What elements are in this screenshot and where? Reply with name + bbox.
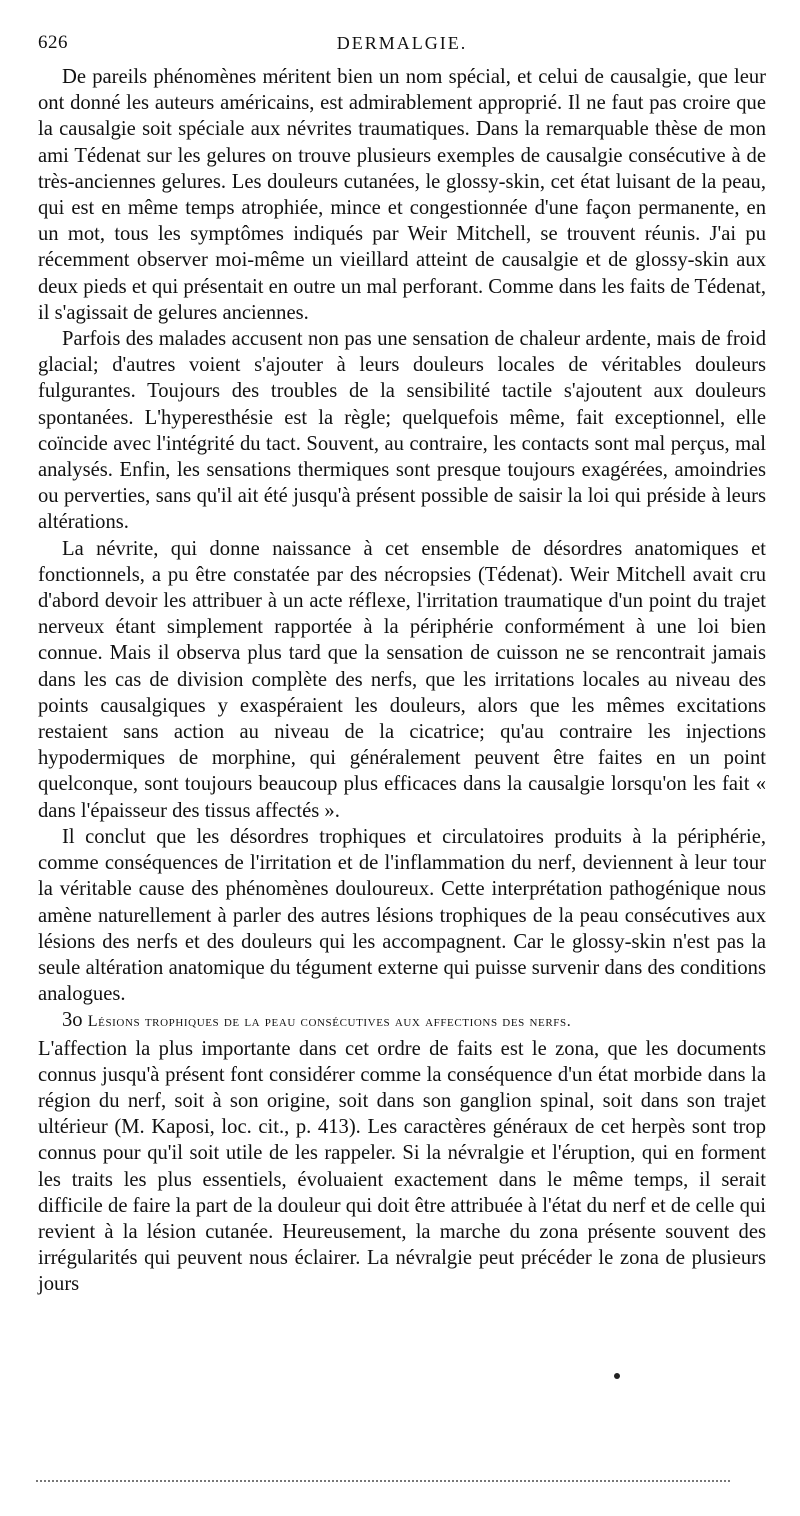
section-heading	[38, 1007, 766, 1035]
page-number: 626	[38, 32, 68, 53]
page-header	[38, 30, 766, 64]
paragraph-conclusion: Il conclut que les désordres trophiques et circulatoires produits à la périphérie, comme conséquences de l'irritation et de l'inflammation du nerf, deviennent à leur tour la véritable cause des phénomènes douloureux. Cette interprétation pathogénique nous amène naturellement à parler des autres lésions trophiques de la peau consécutives aux lésions des nerfs et des douleurs qui les accompagnent. Car le glossy-skin n'est pas la seule altération anatomique du tégument externe qui puisse survenir dans des conditions analogues.	[38, 825, 766, 1006]
paragraph-nevrite: La névrite, qui donne naissance à cet ensemble de désordres anatomiques et fonctionnels, a pu être constatée par des nécropsies (Tédenat). Weir Mitchell avait cru d'abord devoir les attribuer à un acte réflexe, l'irritation traumatique d'un point du trajet nerveux étant simplement rapportée à la périphérie conformément à une loi bien connue. Mais il observa plus tard que la sensation de cuisson ne se rencontrait jamais dans les cas de division complète des nerfs, que les irritations locales au niveau des points causalgiques y exaspéraient les douleurs, alors que les mêmes excitations restaient sans action au niveau de la cicatrice; qu'au contraire les injections hypodermiques de morphine, qui généralement peuvent être faites en un point quelconque, sont toujours beaucoup plus efficaces dans la causalgie lorsqu'on les fait « dans l'épaisseur des tissus affectés ».	[38, 537, 766, 822]
footer-dotted-line	[36, 1480, 730, 1482]
section-title: Lésions trophiques de la peau consécutives aux affections des nerfs.	[87, 1013, 572, 1031]
running-title: DERMALGIE.	[336, 33, 468, 53]
paragraph-causalgie: De pareils phénomènes méritent bien un nom spécial, et celui de causalgie, que leur ont donné les auteurs américains, est admirablement approprié. Il ne faut pas croire que la causalgie soit spéciale aux névrites traumatiques. Dans la remarquable thèse de mon ami Tédenat sur les gelures on trouve plusieurs exemples de causalgie consécutive à de très-anciennes gelures. Les douleurs cutanées, le glossy-skin, cet état luisant de la peau, qui est en même temps atrophiée, mince et congestionnée d'une façon permanente, en un mot, tous les symptômes indiqués par Weir Mitchell, se trouvent réunis. J'ai pu récemment observer moi-même un vieillard atteint de causalgie et de glossy-skin aux deux pieds et qui présentait en outre un mal perforant. Comme dans les faits de Tédenat, il s'agissait de gelures anciennes.	[38, 66, 766, 324]
paragraph-sensations: Parfois des malades accusent non pas une sensation de chaleur ardente, mais de froid glacial; d'autres voient s'ajouter à leurs douleurs locales de véritables douleurs fulgurantes. Toujours des troubles de la sensibilité tactile s'ajoutent aux douleurs spontanées. L'hyperesthésie est la règle; quelquefois même, fait exceptionnel, elle coïncide avec l'intégrité du tact. Souvent, au contraire, les contacts sont mal perçus, mal analysés. Enfin, les sensations thermiques sont presque toujours exagérées, amoindries ou perverties, sans qu'il ait été jusqu'à présent possible de saisir la loi qui préside à leurs altérations.	[38, 328, 766, 534]
stray-mark	[614, 1373, 620, 1379]
paragraph-zona: L'affection la plus importante dans cet ordre de faits est le zona, que les documents connus jusqu'à présent font considérer comme la conséquence d'un état morbide dans la région du nerf, soit à son origine, soit dans son ganglion spinal, soit dans son trajet ultérieur (M. Kaposi, loc. cit., p. 413). Les caractères généraux de cet herpès sont trop connus pour qu'il soit utile de les rappeler. Si la névralgie et l'éruption, qui en forment les traits les plus essentiels, évoluaient exactement dans le même temps, il serait difficile de faire la part de la douleur qui doit être attribuée à l'état du nerf et de celle qui revient à la lésion cutanée. Heureusement, la marche du zona présente souvent des irrégularités qui peuvent nous éclairer. La névralgie peut précéder le zona de plusieurs jours	[38, 1037, 766, 1296]
section-number: 3o	[62, 1009, 83, 1032]
